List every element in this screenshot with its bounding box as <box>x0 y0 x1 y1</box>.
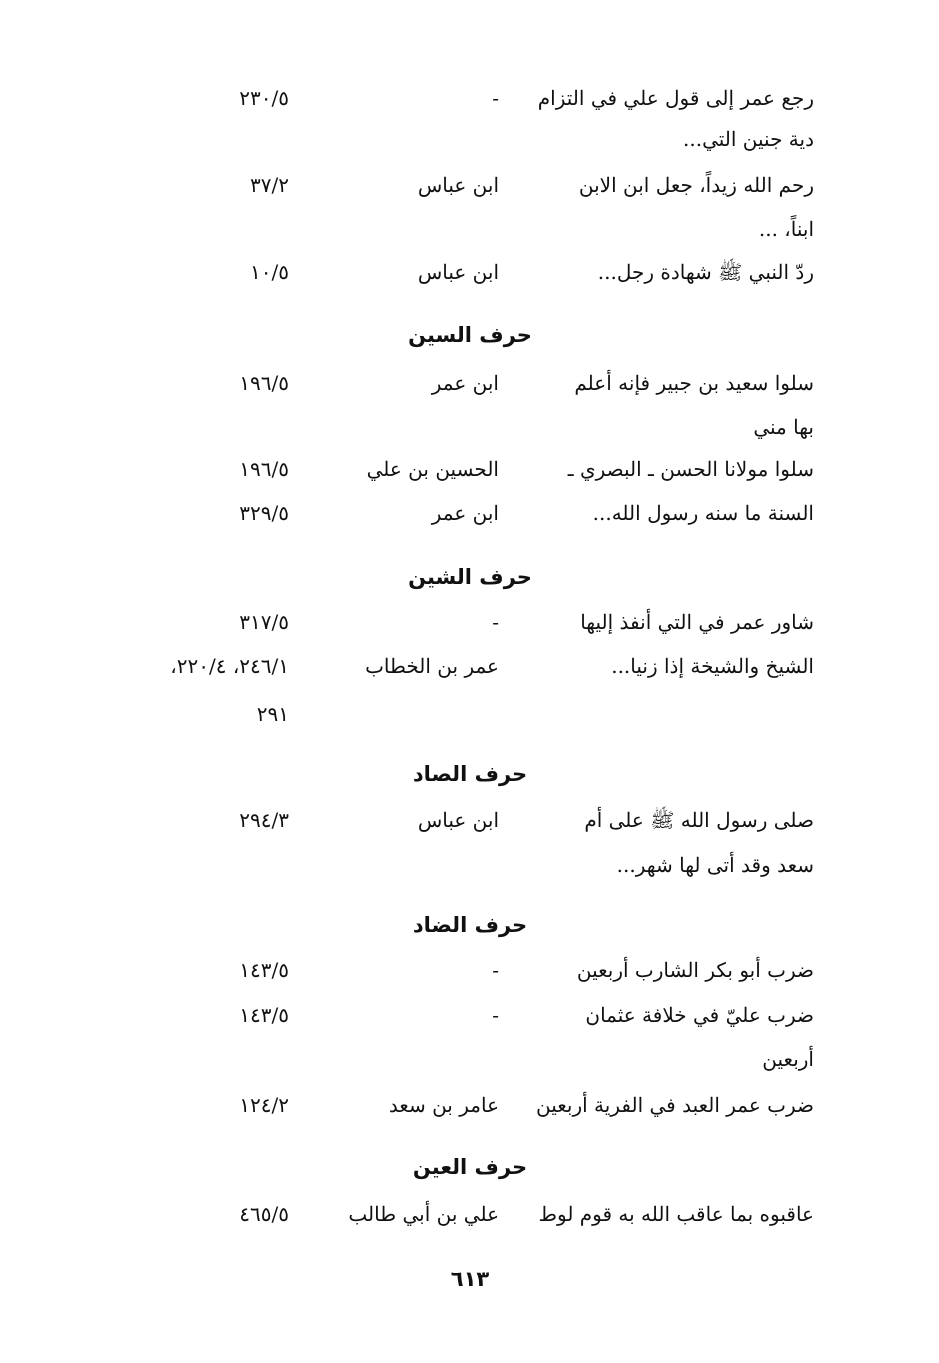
reference-continuation: ٢٩١ <box>256 702 289 726</box>
saying-line: سلوا سعيد بن جبير فإنه أعلم <box>574 371 814 395</box>
narrator: ابن عباس <box>417 260 499 284</box>
saying-line: بها مني <box>753 415 814 439</box>
reference: ٢٣٠/٥ <box>239 86 289 110</box>
reference: ١٠/٥ <box>250 260 289 284</box>
saying-line: دية جنين التي... <box>683 127 814 151</box>
section-heading: حرف الضاد <box>412 913 528 937</box>
saying-line: رجع عمر إلى قول علي في التزام <box>537 86 814 110</box>
saying-line: عاقبوه بما عاقب الله به قوم لوط <box>538 1202 814 1226</box>
narrator: عامر بن سعد <box>388 1093 499 1117</box>
section-heading: حرف الشين <box>408 565 532 589</box>
reference: ١٤٣/٥ <box>239 1003 289 1027</box>
saying-line: السنة ما سنه رسول الله... <box>592 501 814 525</box>
saying-line: سعد وقد أتى لها شهر... <box>616 853 814 877</box>
reference: ١٩٦/٥ <box>239 457 289 481</box>
saying-line: ضرب أبو بكر الشارب أربعين <box>576 958 814 982</box>
narrator: - <box>492 958 499 982</box>
saying-line: ابناً، ... <box>758 217 814 241</box>
saying-line: شاور عمر في التي أنفذ إليها <box>580 610 814 634</box>
narrator: - <box>492 610 499 634</box>
saying-line: صلى رسول الله ﷺ على أم <box>584 808 814 832</box>
narrator: الحسين بن علي <box>366 457 499 481</box>
saying-line: ردّ النبي ﷺ شهادة رجل... <box>597 260 814 284</box>
saying-line: ضرب عليّ في خلافة عثمان <box>585 1003 814 1027</box>
reference: ١٩٦/٥ <box>239 371 289 395</box>
narrator: ابن عباس <box>417 808 499 832</box>
narrator: ابن عباس <box>417 173 499 197</box>
narrator: عمر بن الخطاب <box>365 654 499 678</box>
narrator: - <box>492 1003 499 1027</box>
reference: ٢٩٤/٣ <box>239 808 289 832</box>
saying-line: الشيخ والشيخة إذا زنيا... <box>611 654 814 678</box>
section-heading: حرف الصاد <box>412 762 528 786</box>
narrator: علي بن أبي طالب <box>348 1202 499 1226</box>
reference: ١٤٣/٥ <box>239 958 289 982</box>
reference: ٣٧/٢ <box>250 173 289 197</box>
page-number: ٦١٣ <box>450 1267 490 1291</box>
saying-line: ضرب عمر العبد في الفرية أربعين <box>535 1093 814 1117</box>
reference: ١٢٤/٢ <box>239 1093 289 1117</box>
saying-line: رحم الله زيداً، جعل ابن الابن <box>578 173 814 197</box>
reference: ٤٦٥/٥ <box>239 1202 289 1226</box>
reference: ٢٤٦/١، ٢٢٠/٤، <box>170 654 289 678</box>
saying-line: أربعين <box>762 1047 814 1071</box>
narrator: ابن عمر <box>431 371 499 395</box>
saying-line: سلوا مولانا الحسن ـ البصري ـ <box>567 457 814 481</box>
reference: ٣٢٩/٥ <box>239 501 289 525</box>
section-heading: حرف العين <box>412 1155 528 1179</box>
narrator: ابن عمر <box>431 501 499 525</box>
section-heading: حرف السين <box>408 323 532 347</box>
narrator: - <box>492 86 499 110</box>
reference: ٣١٧/٥ <box>239 610 289 634</box>
